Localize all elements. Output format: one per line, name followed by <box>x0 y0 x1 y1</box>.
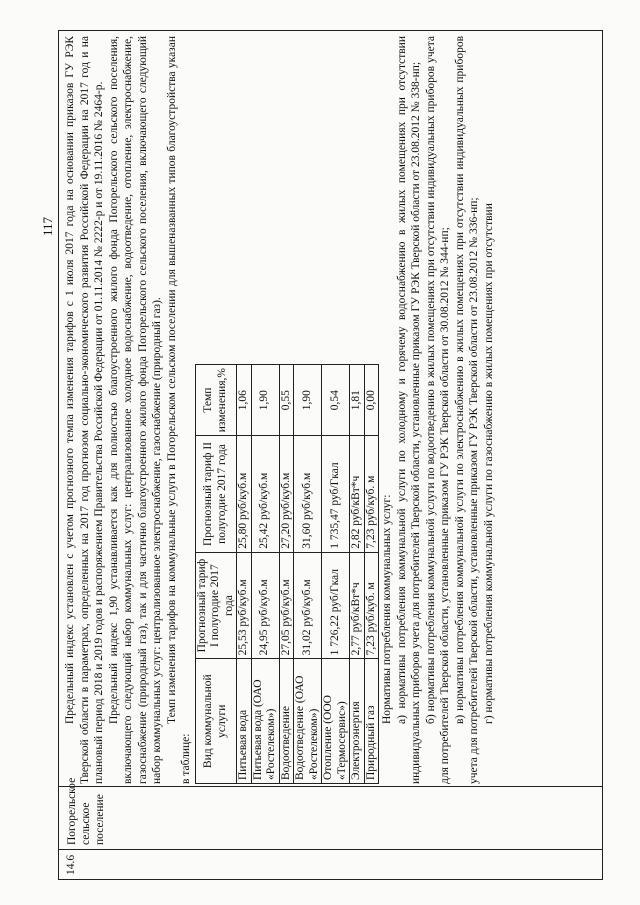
table-row <box>237 365 252 784</box>
row-content <box>63 36 496 784</box>
cell-service: Водоотведение (ОАО «Ростелеком») <box>294 659 322 784</box>
cell-tariff-h1: 31,02 руб/куб.м <box>294 552 322 659</box>
header-h2-2017: Прогнозный тариф II полугодие 2017 года <box>195 436 237 553</box>
cell-tariff-h2: 25,42 руб/куб.м <box>251 436 279 553</box>
rotated-landscape-content <box>58 30 603 880</box>
table-row <box>350 365 365 784</box>
paragraph-norm-c: в) нормативы потребления коммунальной услуги по электроснабжению в жилых помещениях при отсутствии индивидуальных приборов учета для потребителей Тверской области, установленные приказом ГУ РЭК Тверской области от 23.08.2012 № 336-нп; <box>453 36 480 784</box>
table-row <box>364 365 379 784</box>
cell-tariff-h1: 1 726,22 руб/Гкал <box>322 552 350 659</box>
table-row <box>322 365 350 784</box>
row-number: 14.6 <box>65 854 77 875</box>
header-change-rate: Темп изменения,% <box>195 365 237 436</box>
cell-tariff-h2: 25,80 руб/куб.м <box>237 436 252 553</box>
paragraph-norm-d: г) нормативы потребления коммунальной услуги по газоснабжению в жилых помещениях при отсутствии <box>482 203 495 724</box>
cell-tariff-h1: 25,53 руб/куб.м <box>237 552 252 659</box>
cell-tariff-h2: 31,60 руб/куб.м <box>294 436 322 553</box>
header-service: Вид коммунальной услуги <box>195 659 237 784</box>
cell-change-rate: 0,54 <box>322 365 350 436</box>
cell-tariff-h2: 27,20 руб/куб.м <box>279 436 294 553</box>
cell-tariff-h2: 2,82 руб/кВт*ч <box>350 436 365 553</box>
table-header-row <box>195 365 237 784</box>
cell-change-rate: 1,90 <box>294 365 322 436</box>
cell-tariff-h1: 2,77 руб/кВт*ч <box>350 552 365 659</box>
page-number: 117 <box>40 216 55 236</box>
cell-service: Природный газ <box>364 659 379 784</box>
cell-change-rate: 1,81 <box>350 365 365 436</box>
column-divider <box>59 786 602 787</box>
cell-tariff-h1: 24,95 руб/куб.м <box>251 552 279 659</box>
settlement-name: Погорельское сельское поселение <box>66 777 106 845</box>
cell-tariff-h2: 1 735,47 руб/Гкал <box>322 436 350 553</box>
paragraph-norms-title: Нормативы потребления коммунальных услуг: <box>381 494 393 724</box>
cell-service: Питьевая вода (ОАО «Ростелеком») <box>251 659 279 784</box>
cell-tariff-h2: 7,23 руб/куб. м <box>364 436 379 553</box>
tariff-table <box>195 364 380 784</box>
paragraph-index-scope: Предельный индекс 1,90 устанавливается как для полностью благоустроенного жилого фонда Погорельского сельского поселения, включающего следующий набор коммунальных услуг: централизованное холодное водоснабжение, водоотведение, отопление, электроснабжение, газоснабжение (природный газ), так и для частично благоустроенного жилого фонда Погорельского сельского поселения, включающего следующий набор коммунальных услуг: централизованное электроснабжение, газоснабжение (природный газ). <box>107 36 163 784</box>
paragraph-norm-a: а) нормативы потребления коммунальной услуги по холодному и горячему водоснабжению в жилых помещениях при отсутствии индивидуальных приборов учета для потребителей Тверской области, установленные приказом ГУ РЭК Тверской области от 23.08.2012 № 338-нп; <box>395 36 422 784</box>
table-row <box>251 365 279 784</box>
cell-change-rate: 0,00 <box>364 365 379 436</box>
column-divider <box>59 849 602 850</box>
cell-service: Отопление (ООО «Термосервис») <box>322 659 350 784</box>
header-h1-2017: Прогнозный тариф I полугодие 2017 года <box>195 552 237 659</box>
cell-service: Питьевая вода <box>237 659 252 784</box>
cell-tariff-h1: 27,05 руб/куб.м <box>279 552 294 659</box>
cell-change-rate: 1,90 <box>251 365 279 436</box>
table-row <box>279 365 294 784</box>
cell-tariff-h1: 7,23 руб/куб. м <box>364 552 379 659</box>
cell-change-rate: 1,06 <box>237 365 252 436</box>
cell-service: Водоотведение <box>279 659 294 784</box>
paragraph-norm-b: б) нормативы потребления коммунальной услуги по водоотведению в жилых помещениях при отсутствии индивидуальных приборов учета для потребителей Тверской области, установленные приказом ГУ РЭК Тверской области от 30.08.2012 № 344-нп; <box>424 36 451 784</box>
paragraph-index-basis: Предельный индекс установлен с учетом прогнозного темпа изменения тарифов с 1 июля 2017 года на основании приказов ГУ РЭК Тверской области в параметрах, определенных на 2017 год прогнозом социально-экономического развития Российской Федерации на 2017 год и на плановый период 2018 и 2019 годов и распоряжением Правительства Российской Федерации от 01.11.2014 № 2222-р и от 19.11.2016 № 2464-р. <box>64 36 105 784</box>
outer-table <box>58 30 603 880</box>
table-row <box>294 365 322 784</box>
cell-change-rate: 0,55 <box>279 365 294 436</box>
cell-service: Электроэнергия <box>350 659 365 784</box>
paragraph-table-intro: Темп изменения тарифов на коммунальные услуги в Погорельском сельском поселении для вышеназванных типов благоустройства указан в таблице: <box>165 36 192 784</box>
